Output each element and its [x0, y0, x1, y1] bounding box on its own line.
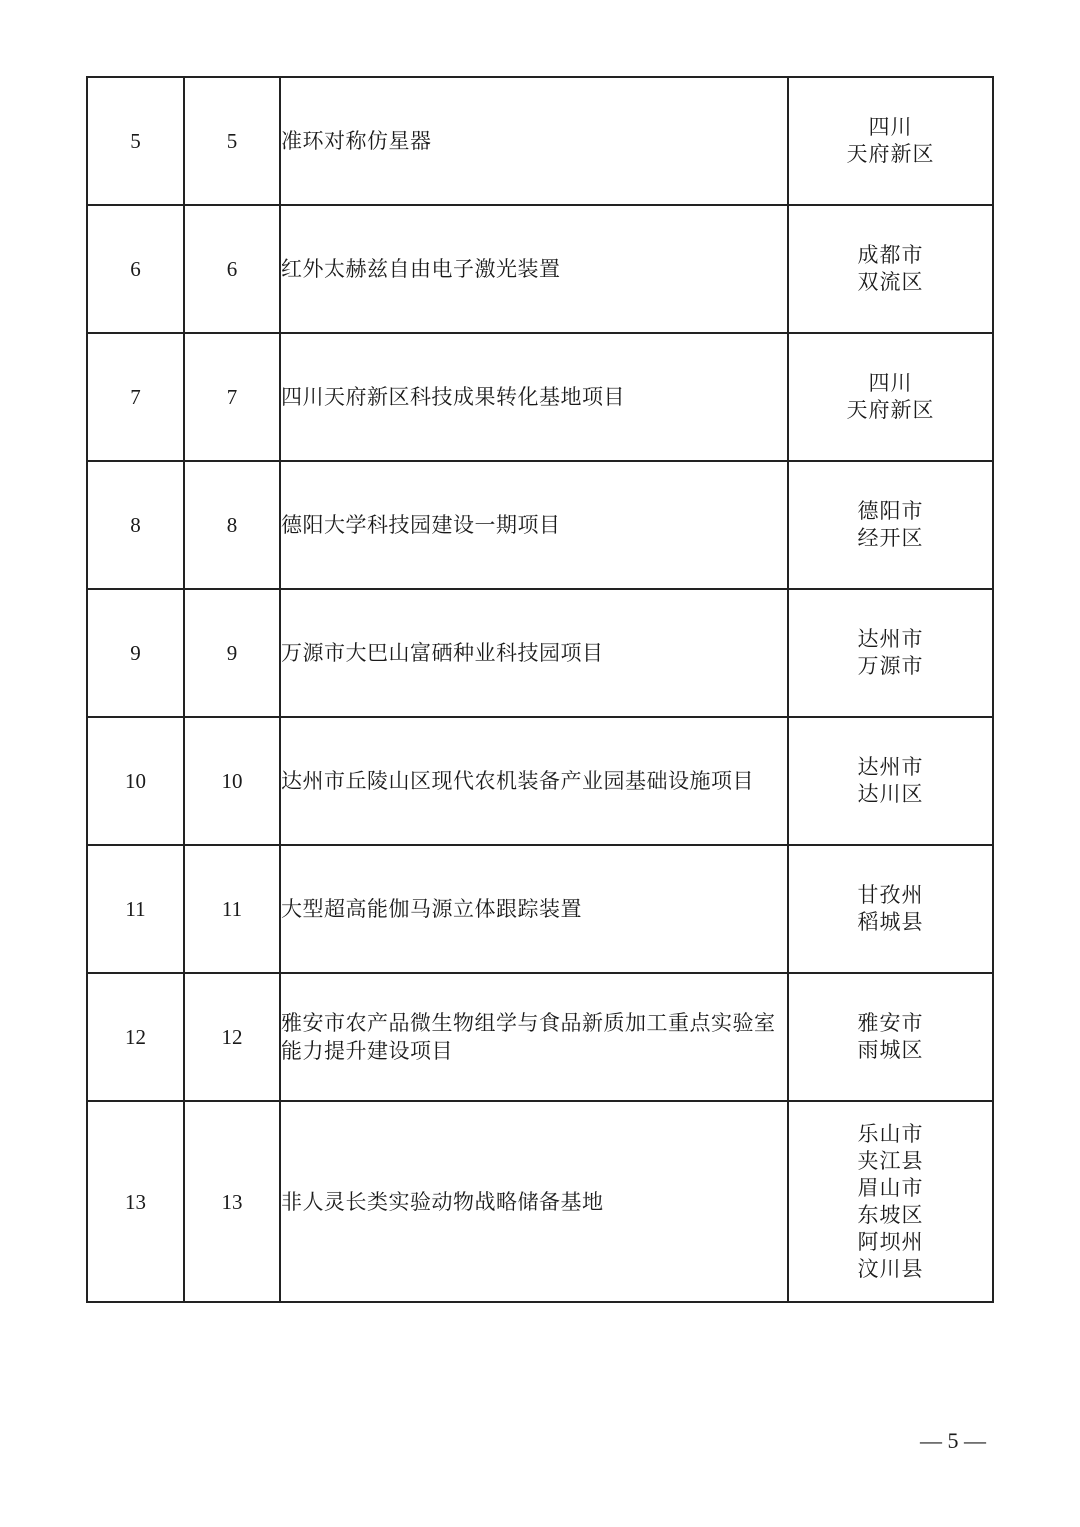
location-line: 雨城区	[857, 1038, 924, 1062]
location-line: 万源市	[857, 654, 924, 678]
location-line: 汶川县	[857, 1256, 924, 1281]
number-cell: 7	[184, 333, 280, 461]
location-line: 德阳市	[857, 499, 924, 523]
location-cell	[788, 461, 993, 589]
table-row	[87, 589, 993, 717]
number-cell: 13	[184, 1101, 280, 1302]
number-cell: 10	[184, 717, 280, 845]
sequence-cell: 11	[87, 845, 184, 973]
sequence-cell: 6	[87, 205, 184, 333]
table-row	[87, 205, 993, 333]
sequence-cell: 9	[87, 589, 184, 717]
number-cell: 12	[184, 973, 280, 1101]
table-row	[87, 845, 993, 973]
location-line: 天府新区	[846, 142, 935, 166]
location-line: 东坡区	[857, 1202, 924, 1227]
location-cell	[788, 333, 993, 461]
project-name-cell: 万源市大巴山富硒种业科技园项目	[280, 589, 788, 717]
number-cell: 6	[184, 205, 280, 333]
table-row	[87, 973, 993, 1101]
location-line: 雅安市	[857, 1011, 924, 1035]
project-name-cell: 非人灵长类实验动物战略储备基地	[280, 1101, 788, 1302]
project-name-cell: 四川天府新区科技成果转化基地项目	[280, 333, 788, 461]
sequence-cell: 13	[87, 1101, 184, 1302]
location-cell	[788, 973, 993, 1101]
table-row	[87, 333, 993, 461]
sequence-cell: 10	[87, 717, 184, 845]
sequence-cell: 8	[87, 461, 184, 589]
location-line: 阿坝州	[857, 1229, 924, 1254]
project-name-cell: 雅安市农产品微生物组学与食品新质加工重点实验室能力提升建设项目	[280, 973, 788, 1101]
location-line: 乐山市	[857, 1121, 924, 1146]
page-number: — 5 —	[920, 1428, 986, 1453]
location-line: 双流区	[857, 270, 924, 294]
location-line: 稻城县	[857, 910, 924, 934]
location-cell	[788, 1101, 993, 1302]
location-line: 四川	[868, 371, 913, 395]
location-cell	[788, 77, 993, 205]
location-line: 眉山市	[857, 1175, 924, 1200]
sequence-cell: 7	[87, 333, 184, 461]
project-table	[86, 76, 994, 1303]
sequence-cell: 5	[87, 77, 184, 205]
location-cell	[788, 205, 993, 333]
location-cell	[788, 589, 993, 717]
number-cell: 5	[184, 77, 280, 205]
project-name-cell: 大型超高能伽马源立体跟踪装置	[280, 845, 788, 973]
location-line: 天府新区	[846, 398, 935, 422]
location-cell	[788, 717, 993, 845]
location-line: 达州市	[857, 755, 924, 779]
table-row	[87, 1101, 993, 1302]
number-cell: 8	[184, 461, 280, 589]
location-cell	[788, 845, 993, 973]
number-cell: 9	[184, 589, 280, 717]
project-name-cell: 德阳大学科技园建设一期项目	[280, 461, 788, 589]
location-line: 达川区	[857, 782, 924, 806]
location-line: 达州市	[857, 627, 924, 651]
table-row	[87, 717, 993, 845]
location-line: 成都市	[857, 243, 924, 267]
project-name-cell: 准环对称仿星器	[280, 77, 788, 205]
location-line: 甘孜州	[857, 883, 924, 907]
location-line: 经开区	[857, 526, 924, 550]
table-row	[87, 77, 993, 205]
number-cell: 11	[184, 845, 280, 973]
table-row	[87, 461, 993, 589]
location-line: 四川	[868, 115, 913, 139]
sequence-cell: 12	[87, 973, 184, 1101]
project-table-body	[87, 77, 993, 1302]
project-name-cell: 达州市丘陵山区现代农机装备产业园基础设施项目	[280, 717, 788, 845]
location-line: 夹江县	[857, 1148, 924, 1173]
project-name-cell: 红外太赫兹自由电子激光装置	[280, 205, 788, 333]
